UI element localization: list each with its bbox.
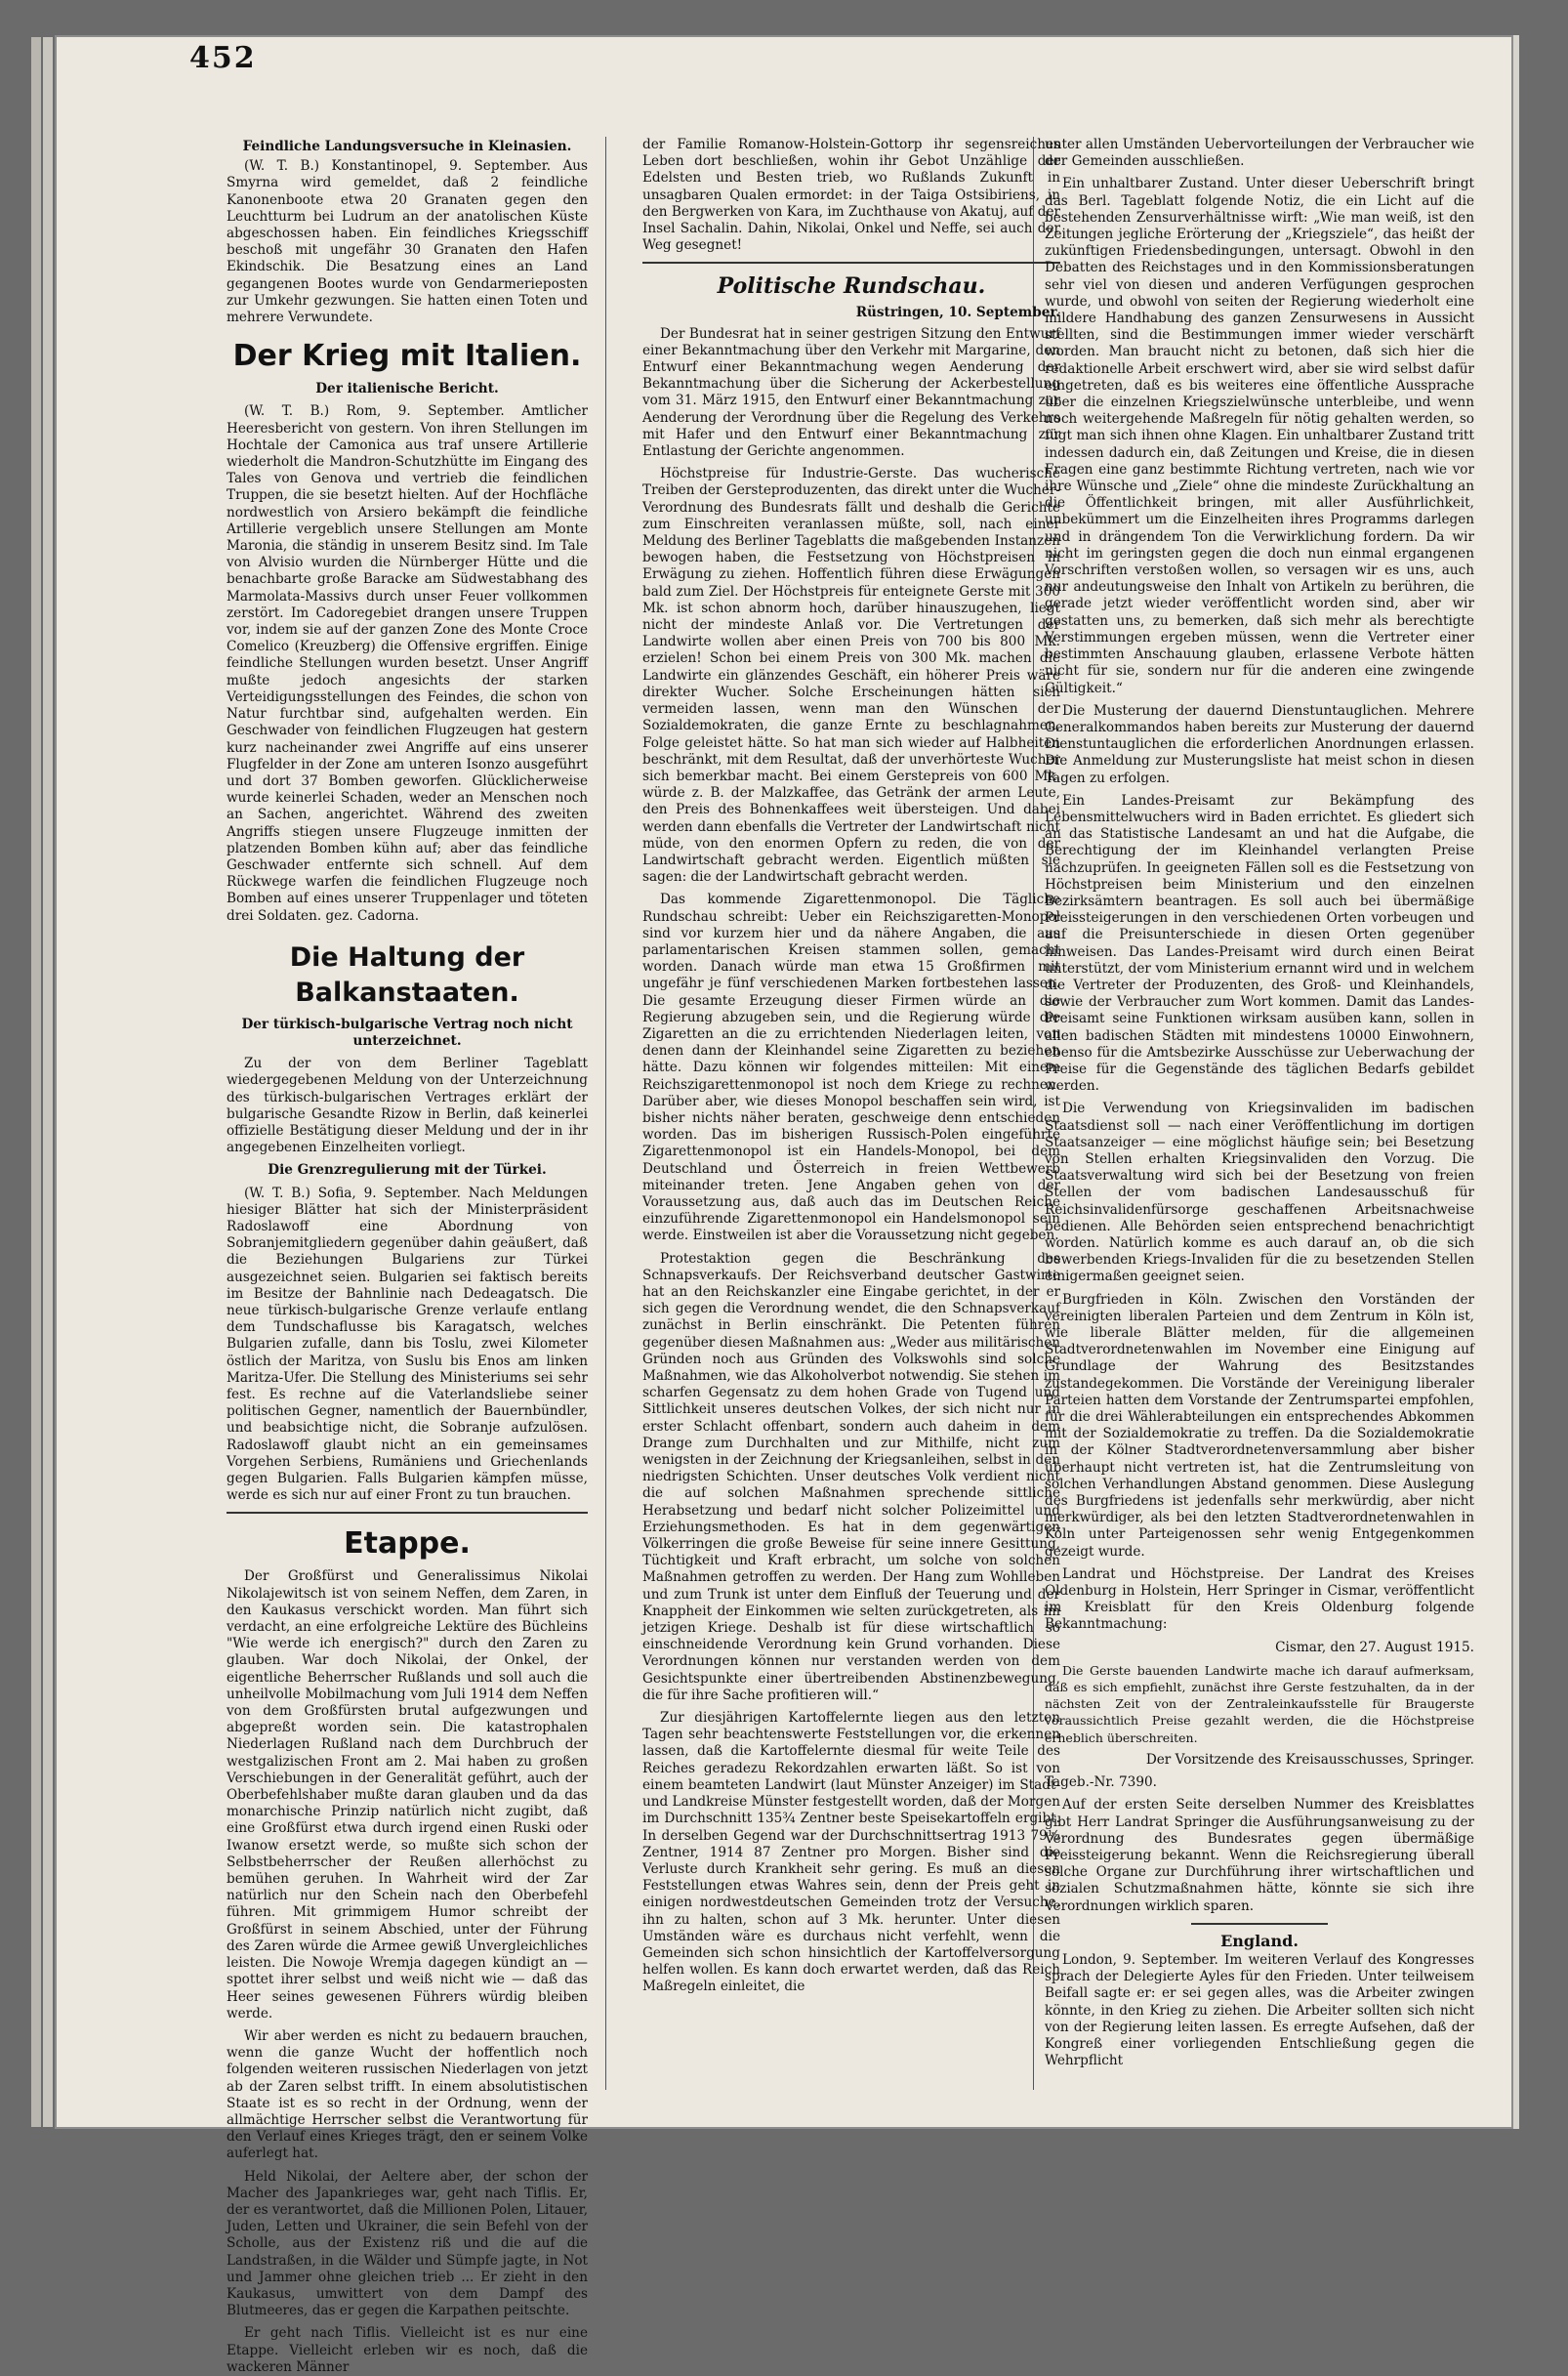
article-text: (W. T. B.) Rom, 9. September. Amtlicher Heeresbericht von gestern. Von ihren Stellungen im Hochtale der Camonica aus traf unsere Artillerie wiederholt die Mandron-Schutzhütte im Eingang des Tales von Genova und vertrieb die feindlichen Truppen, die sie besetzt hielten. Auf der Hochfläche nordwestlich von Arsiero bekämpft die feindliche Artillerie vergeblich unsere Stellungen am Monte Maronia, die ständig in unserem Besitz sind. Im Tale von Alvisio wurden die Nürnberger Hütte und die benachbarte große Baracke am Südwestabhang des Marmolata-Massivs durch unser Feuer vollkommen zerstört. Im Cadoregebiet drangen unsere Truppen vor, indem sie auf der ganzen Zone des Monte Croce Comelico (Kreuzberg) die Offensive ergriffen. Einige feindliche Stellungen wurden besetzt. Unser Angriff mußte jedoch angesichts der starken Verteidigungsstellungen des Feindes, die schon von Natur furchtbar sind, aufgehalten werden. Ein Geschwader von feindlichen Flugzeugen hat gestern kurz nacheinander zwei Angriffe auf eins unserer Flugfelder in der Zone am unteren Isonzo ausgeführt und dort 37 Bomben geworfen. Glücklicherweise wurde keinerlei Schaden, weder an Menschen noch an Sachen, angerichtet. Während des zweiten Angriffs stiegen unsere Flugzeuge inmitten der platzenden Bomben kühn auf; aber das feindliche Geschwader entfernte sich schnell. Auf dem Rückwege warfen die feindlichen Flugzeuge noch Bomben auf eines unserer Truppenlager und töteten drei Soldaten. gez. Cadorna. (227, 403, 588, 924)
subheading-grenzregulierung: Die Grenzregulierung mit der Türkei. (268, 1162, 547, 1179)
article-text: Der Großfürst und Generalissimus Nikolai Nikolajewitsch ist von seinem Neffen, dem Zaren, in den Kaukasus verschickt worden. Man führt sich verdacht, an eine erfolgreiche Lektüre des Büchleins "Wie werde ich energisch?" durch den Zaren zu glauben. War doch Nikolai, der Onkel, der eigentliche Beherrscher Rußlands und soll auch die unheilvolle Mobilmachung vom Juli 1914 dem Neffen von dem Großfürsten brutal aufgezwungen und abgepreßt worden sein. Die katastrophalen Niederlagen Rußland nach dem Durchbruch der westgalizischen Front am 2. Mai haben zu großen Verschiebungen in der Generalität geführt, auch der Oberbefehlshaber mußte daran glauben und da das monarchische Prinzip natürlich nicht zugibt, daß eine Großfürst etwa durch irgend einen Ruski oder Iwanow ersetzt werde, so mußte sich schon der Selbstbeherrscher der Reußen allerhöchst zu bemühen geruhen. In Wahrheit wird der Zar natürlich nur den Schein nach den Oberbefehl führen. Mit grimmigem Humor schreibt der Großfürst in seinem Abschied, unter der Führung des Zaren würde die Armee gewiß Unvergleichliches leisten. Die Nowoje Wremja dagegen kündigt an — spottet ihrer selbst und weiß nicht wie — daß das Heer seines gewesenen Führers würdig bleiben werde. (227, 1568, 588, 2022)
article-text: Protestaktion gegen die Beschränkung des Schnapsverkaufs. Der Reichsverband deutscher Gastwirte hat an den Reichskanzler eine Eingabe gerichtet, in der er sich gegen die Verordnung wendet, die den Schnapsverkauf zunächst in Berlin einschränkt. Die Petenten führen gegenüber diesen Maßnahmen aus: „Weder aus militärischen Gründen noch aus Gründen des Volkswohls sind solche Maßnahmen, wie das Alkoholverbot notwendig. Sie stehen im scharfen Gegensatz zu dem hohen Grade von Tugend und Sittlichkeit unseres deutschen Volkes, der sich nicht nur in erster Schlacht offenbart, sondern auch daheim in dem Drange zum Durchhalten und zur Mithilfe, nicht zum wenigsten in der Zeichnung der Kriegsanleihen, selbst in den niedrigsten Schichten. Unser deutsches Volk verdient nicht die auf solchen Maßnahmen sprechende sittliche Herabsetzung und bedarf nicht solcher Polizeimittel und Erziehungsmethoden. Es hat in dem gegenwärtigen Völkerringen die große Beweise für seine innere Gesittung, Tüchtigkeit und Kraft erbracht, um solche von solchen Maßnahmen getroffen zu werden. Der Hang zum Wohlleben und zum Trunk ist unter dem Einfluß der Teuerung und der Knappheit der Einkommen wie selten zurückgetreten, als im jetzigen Kriege. Deshalb ist für diese wirtschaftlich so einschneidende Verordnung kein Grund vorhanden. Diese Verordnungen können nur verstanden werden von dem Gesichtspunkte einer übertreibenden Abstinenzbewegung, die für ihre Sache profitieren will.“ (642, 1250, 1060, 1703)
article-text: Zur diesjährigen Kartoffelernte liegen aus den letzten Tagen sehr beachtenswerte Feststellungen vor, die erkennen lassen, daß die Kartoffelernte diesmal für weite Teile des Reiches geradezu Rekordzahlen erwarten läßt. So ist von einem beamteten Landwirt (laut Münster Anzeiger) im Stadt- und Landkreise Münster festgestellt worden, daß der Morgen im Durchschnitt 135¾ Zentner beste Speisekartoffeln ergibt. In derselben Gegend war der Durchschnittsertrag 1913 79½ Zentner, 1914 87 Zentner pro Morgen. Bisher sind die Verluste durch Krankheit sehr gering. Es muß an diesen Feststellungen etwas Wahres sein, denn der Preis geht in einigen nordwestdeutschen Gemeinden trotz der Versuche, ihn zu halten, schon auf 3 Mk. herunter. Unter diesen Umständen wäre es durchaus nicht verfehlt, wenn die Gemeinden sich schon hinsichtlich der Kartoffelversorgung helfen wollen. Es kann doch erwartet werden, daß das Reich Maßregeln einleitet, die (642, 1710, 1060, 1995)
column-2 (642, 137, 1060, 2090)
column-3 (1045, 137, 1474, 2090)
article-text: der Familie Romanow-Holstein-Gottorp ihr segensreiches Leben dort beschließen, wohin ihr Gebot Unzählige der Edelsten und Besten trieb, wo Rußlands Zukunft in unsagbaren Qualen ermordet: in der Taiga Ostsibiriens, in den Bergwerken von Kara, im Zuchthause von Akatuj, auf der Insel Sachalin. Dahin, Nikolai, Onkel und Neffe, sei auch der Weg gesegnet! (642, 137, 1060, 254)
article-text: Wir aber werden es nicht zu bedauern brauchen, wenn die ganze Wucht der hoffentlich noch folgenden weiteren russischen Niederlagen von jetzt ab der Zaren selbst trifft. In einem absolutistischen Staate ist es so recht in der Ordnung, wenn der allmächtige Herrscher selbst die Verantwortung für den Verlauf eines Krieges trägt, den er seinem Volke auferlegt hat. (227, 2027, 588, 2162)
article-text: Landrat und Höchstpreise. Der Landrat des Kreises Oldenburg in Holstein, Herr Springer in Cismar, veröffentlicht im Kreisblatt für den Kreis Oldenburg folgende Bekanntmachung: (1045, 1565, 1474, 1633)
separator (1191, 1923, 1328, 1925)
article-text: Die Verwendung von Kriegsinvaliden im badischen Staatsdienst soll — nach einer Veröffentlichung im dortigen Staatsanzeiger — eine möglichst häufige sein; bei Besetzung von Stellen erhalten Kriegsinvaliden den Vorzug. Die Staatsverwaltung wird sich bei der Besetzung von freien Stellen der vom badischen Landesausschuß für Reichsinvalidenfürsorge geschaffenen Arbeitsnachweise bedienen. Alle Behörden seien entsprechend benachrichtigt worden. Natürlich komme es auch darauf an, ob die sich bewerbenden Kriegs-Invaliden für die zu besetzenden Stellen einigermaßen geeignet seien. (1045, 1101, 1474, 1285)
dateline: Rüstringen, 10. September. (855, 305, 1060, 321)
page-number: 452 (189, 41, 257, 75)
heading-landungsversuche: Feindliche Landungsversuche in Kleinasien. (242, 139, 572, 154)
subheading-vertrag: Der türkisch-bulgarische Vertrag noch nicht unterzeichnet. (241, 1016, 573, 1049)
separator (227, 1512, 588, 1514)
article-text: Die Musterung der dauernd Dienstuntauglichen. Mehrere Generalkommandos haben bereits zur Musterung der dauernd Dienstuntauglichen die erforderlichen Anordnungen erlassen. Die Anmeldung zur Musterungsliste hat meist schon in diesen Tagen zu erfolgen. (1045, 702, 1474, 786)
article-text: Zu der von dem Berliner Tageblatt wiedergegebenen Meldung von der Unterzeichnung des türkisch-bulgarischen Vertrages erklärt der bulgarische Gesandte Rizow in Berlin, daß keinerlei offizielle Bestätigung dieser Meldung und der in ihr angegebenen Einzelheiten vorliegt. (227, 1056, 588, 1156)
article-text: Das kommende Zigarettenmonopol. Die Tägliche Rundschau schreibt: Ueber ein Reichszigaretten-Monopol sind vor kurzem hier und da nähere Angaben, die aus parlamentarischen Kreisen stammen sollen, gemacht worden. Danach würde man etwa 15 Großfirmen mit ungefähr je fünf verschiedenen Marken fortbestehen lassen. Die gesamte Erzeugung dieser Firmen würde an die Regierung abzugeben sein, und die Regierung würde die Zigaretten an die zu errichtenden Niederlagen leiten, von denen dann der Kleinhandel seine Zigaretten zu beziehen hätte. Dazu können wir folgendes mitteilen: Mit einem Reichszigarettenmonopol ist noch dem Kriege zu rechnen. Darüber aber, wie dieses Monopol beschaffen sein wird, ist bisher nichts näher beraten, geschweige denn entschieden worden. Das im bisherigen Russisch-Polen eingeführte Zigarettenmonopol ist ein Handels-Monopol, bei dem Deutschland und Österreich in freien Wettbewerb miteinander treten. Jene Angaben gehen von der Voraussetzung aus, daß auch das im Deutschen Reiche einzuführende Zigarettenmonopol ein Handelsmonopol sein werde. Einstweilen ist aber die Voraussetzung nicht gegeben. (642, 892, 1060, 1244)
heading-krieg-italien: Der Krieg mit Italien. (232, 339, 582, 374)
page-edge-left (43, 37, 53, 2127)
heading-england: England. (1220, 1931, 1299, 1950)
separator (642, 262, 1060, 264)
notice-text: Die Gerste bauenden Landwirte mache ich darauf aufmerksam, daß es sich empfiehlt, zunächst ihre Gerste festzuhalten, da in der nächsten Zeit von der Zentraleinkaufsstelle für Braugerste voraussichtlich Preise gezahlt werden, die die Höchstpreise erheblich überschreiten. (1045, 1662, 1474, 1745)
column-rule-1 (605, 137, 606, 2090)
article-text: Burgfrieden in Köln. Zwischen den Vorständen der vereinigten liberalen Parteien und dem Zentrum in Köln ist, wie liberale Blätter melden, für die allgemeinen Stadtverordnetenwahlen im November eine Einigung auf Grundlage der Wahrung des Besitzstandes zustandegekommen. Die Vorstände der Vereinigung liberaler Parteien hatten dem Vorstande der Zentrumspartei empfohlen, für die drei Wählerabteilungen ein entsprechendes Abkommen mit der Sozialdemokratie zu treffen. Da die Sozialdemokratie in der Kölner Stadtverordnetenversammlung aber bisher überhaupt nicht vertreten ist, hat die Zentrumsleitung von solchen Verhandlungen Abstand genommen. Diese Auslegung des Burgfriedens ist jedenfalls sehr merkwürdig, aber nicht merkwürdiger, als bei den letzten Stadtverordnetenwahlen in Köln unter Parteigenossen sehr wenig Entgegenkommen gezeigt wurde. (1045, 1291, 1474, 1560)
notice-signature: Der Vorsitzende des Kreisausschusses, Springer. (1145, 1751, 1474, 1768)
article-text: (W. T. B.) Konstantinopel, 9. September. Aus Smyrna wird gemeldet, daß 2 feindliche Kanonenboote etwa 20 Granaten gegen den Leuchtturm bei Ludrum an der anatolischen Küste abgeschossen haben. Ein feindliches Kriegsschiff beschoß mit ungefähr 30 Granaten den Hafen Ekindschik. Die Besatzung eines an Land gegangenen Bootes wurde von Gendarmerieposten zur Umkehr gezwungen. Sie hatten einen Toten und mehrere Verwundete. (227, 158, 588, 326)
article-text: Ein unhaltbarer Zustand. Unter dieser Ueberschrift bringt das Berl. Tageblatt folgende Notiz, die ein Licht auf die bestehenden Zensurverhältnisse wirft: „Wie man weiß, ist den Zeitungen jegliche Erörterung der „Kriegsziele“, das heißt der zukünftigen Friedensbedingungen, untersagt. Obwohl in den Debatten des Reichstages und in den Kommissionsberatungen sehr viel von diesen und anderen Verfügungen gesprochen wurde, und obwohl von seiten der Regierung wiederholt eine mildere Handhabung des ganzen Zensurwesens in Aussicht stellten, sind die Bestimmungen immer wieder verschärft worden. Man braucht nicht zu betonen, daß sich hier die redaktionelle Arbeit erschwert wird, aber sie wird selbst dafür eingetreten, daß es bis weiteres eine öffentliche Aussprache über die einzelnen Kriegszielwünsche unterbleibe, und wenn noch weitergehende Maßregeln für nötig gehalten werden, so fügt man sich ihnen ohne Klagen. Ein unhaltbarer Zustand tritt indessen dadurch ein, daß Zeitungen und Kreise, die in diesen Fragen eine ganz bestimmte Richtung vertreten, nach wie vor ihre Wünsche und „Ziele“ ohne die mindeste Zurückhaltung an die Öffentlichkeit bringen, mit aller Ausführlichkeit, unbekümmert um die Einzelheiten ihres Programms darlegen und in drängendem Ton die Verwirklichung fordern. Da wir nicht im geringsten gegen die doch nun einmal ergangenen Vorschriften verstoßen wollen, so versagen wir es uns, auch nur andeutungsweise den Inhalt von Artikeln zu berühren, die gerade jetzt wieder veröffentlicht worden sind, aber wir gestatten uns, zu bemerken, daß sich mehr als berechtigte Verstimmungen ergeben müssen, wenn die Vertreter einer bestimmten Anschauung glauben, erlassene Verbote hätten nicht für sie, sondern nur für die anderen eine zwingende Gültigkeit.“ (1045, 176, 1474, 696)
article-text: Auf der ersten Seite derselben Nummer des Kreisblattes gibt Herr Landrat Springer die Ausführungsanweisung zu der Verordnung des Bundesrates gegen übermäßige Preissteigerung bekannt. Wenn die Reichsregierung überall solche Organe zur Durchführung ihrer wirtschaftlichen und sozialen Schutzmaßnahmen hätte, könnte sie sich ihre Verordnungen wirklich sparen. (1045, 1797, 1474, 1914)
article-text: Höchstpreise für Industrie-Gerste. Das wucherische Treiben der Gersteproduzenten, das direkt unter die Wucher-Verordnung des Bundesrats fällt und deshalb die Gerichte zum Einschreiten veranlassen müßte, soll, nach einer Meldung des Berliner Tageblatts die maßgebenden Instanzen bewogen haben, die Festsetzung von Höchstpreisen in Erwägung zu ziehen. Hoffentlich führen diese Erwägungen bald zum Ziel. Der Höchstpreis für enteignete Gerste mit 300 Mk. ist schon abnorm hoch, darüber hinauszugehen, liegt nicht der mindeste Anlaß vor. Die Vertretungen der Landwirte wollen aber einen Preis von 700 bis 800 Mk. erzielen! Schon bei einem Preis von 300 Mk. machen die Landwirte ein glänzendes Geschäft, ein höherer Preis wäre direkter Wucher. Solche Erscheinungen hätten sich vermeiden lassen, wenn man den Wünschen der Sozialdemokraten, die ganze Ernte zu beschlagnahmen, Folge geleistet hätte. So hat man sich wieder auf Halbheiten beschränkt, mit dem Resultat, daß der unverhörteste Wucher sich bemerkbar macht. Bei einem Gerstepreis von 600 Mk. würde z. B. der Malzkaffee, das Getränk der armen Leute, den Preis des Bohnenkaffees weit übersteigen. Und dabei werden dann ebenfalls die Vertreter der Landwirtschaft nicht müde, von den enormen Opfern zu reden, die von der Landwirtschaft gebracht werden. Eigentlich müßten sie sagen: die der Landwirtschaft gebracht werden. (642, 466, 1060, 886)
notice-date: Cismar, den 27. August 1915. (1275, 1639, 1474, 1655)
page-edge-inner (31, 37, 41, 2127)
heading-etappe: Etappe. (344, 1526, 471, 1562)
article-text: Er geht nach Tiflis. Vielleicht ist es nur eine Etappe. Vielleicht erleben wir es noch, daß die wackeren Männer (227, 2325, 588, 2375)
notice-number: Tageb.-Nr. 7390. (1045, 1774, 1157, 1791)
article-text: unter allen Umständen Uebervorteilungen der Verbraucher wie der Gemeinden ausschließen. (1045, 137, 1474, 170)
column-1 (227, 137, 589, 2375)
article-text: Ein Landes-Preisamt zur Bekämpfung des Lebensmittelwuchers wird in Baden errichtet. Es gliedert sich an das Statistische Landesamt an und hat die Aufgabe, die Berechtigung der im Kleinhandel verlangten Preise nachzuprüfen. In geeigneten Fällen soll es die Festsetzung von Höchstpreisen beim Ministerium und den einzelnen Bezirksämtern beantragen. Es soll auch bei übermäßige Preissteigerungen in den verschiedenen Orten vorbeugen und auf die Preisunterschiede in diesen Orten gegenüber hinweisen. Das Landes-Preisamt wird durch einen Beirat unterstützt, der vom Ministerium ernannt wird und in welchem die Vertreter der Produzenten, des Groß- und Kleinhandels, sowie der Verbraucher zum Wort kommen. Damit das Landes-Preisamt seine Funktionen wirksam ausüben kann, sollen in allen badischen Städten mit mindestens 10000 Einwohnern, ebenso für die Amtsbezirke Ausschüsse zur Ueberwachung der Preise für die Gegenstände des täglichen Bedarfs gebildet werden. (1045, 792, 1474, 1095)
article-text: (W. T. B.) Sofia, 9. September. Nach Meldungen hiesiger Blätter hat sich der Ministerpräsident Radoslawoff eine Abordnung von Sobranjemitgliedern gegenüber dahin geäußert, daß die Beziehungen Bulgariens zur Türkei ausgezeichnet seien. Bulgarien sei faktisch bereits im Besitze der Bahnlinie nach Dedeagatsch. Die neue türkisch-bulgarische Grenze verlaufe entlang dem Tundschaflusse bis Karagatsch, welches Bulgarien zufalle, dann bis Toslu, zwei Kilometer östlich der Maritza, von Suslu bis Enos am linken Maritza-Ufer. Die Stellung des Ministeriums sei sehr fest. Es rechne auf die Vaterlandsliebe seiner politischen Gegner, namentlich der Bauernbündler, und beabsichtige nicht, die Sobranje aufzulösen. Radoslawoff glaubt nicht an ein gemeinsames Vorgehen Serbiens, Rumäniens und Griechenlands gegen Bulgarien. Falls Bulgarien kämpfen müsse, werde es sich nur auf einer Front zu tun brauchen. (227, 1185, 588, 1504)
article-text: Der Bundesrat hat in seiner gestrigen Sitzung den Entwurf einer Bekanntmachung über den Verkehr mit Margarine, den Entwurf einer Bekanntmachung wegen Aenderung der Bekanntmachung über die Sicherung der Ackerbestellung vom 31. März 1915, den Entwurf einer Bekanntmachung zur Aenderung der Verordnung über die Regelung des Verkehrs mit Hafer und den Entwurf einer Bekanntmachung zur Entlastung der Gerichte angenommen. (642, 325, 1060, 460)
article-text: Held Nikolai, der Aeltere aber, der schon der Macher des Japankrieges war, geht nach Tiflis. Er, der es verantwortet, daß die Millionen Polen, Litauer, Juden, Letten und Ukrainer, die sein Befehl von der Scholle, aus der Existenz riß und die auf die Landstraßen, in die Wälder und Sümpfe jagte, in Not und Jammer ohne gleichen trieb ... Er zieht in den Kaukasus, umwittert von dem Dampf des Blutmeeres, das er gegen die Karpathen peitschte. (227, 2168, 589, 2319)
article-text: London, 9. September. Im weiteren Verlauf des Kongresses sprach der Delegierte Ayles für den Frieden. Unter teilweisem Beifall sagte er: er sei gegen alles, was die Arbeiter zwingen könnte, in den Krieg zu ziehen. Die Arbeiter sollten sich nicht von der Regierung leiten lassen. Es erregte Aufsehen, daß der Kongreß einer vorliegenden Entschließung gegen die Wehrpflicht (1045, 1951, 1474, 2069)
subheading-italienischer-bericht: Der italienische Bericht. (315, 381, 499, 397)
heading-politische-rundschau: Politische Rundschau. (717, 273, 986, 300)
heading-balkanstaaten: Die Haltung der Balkanstaaten. (289, 941, 525, 1008)
